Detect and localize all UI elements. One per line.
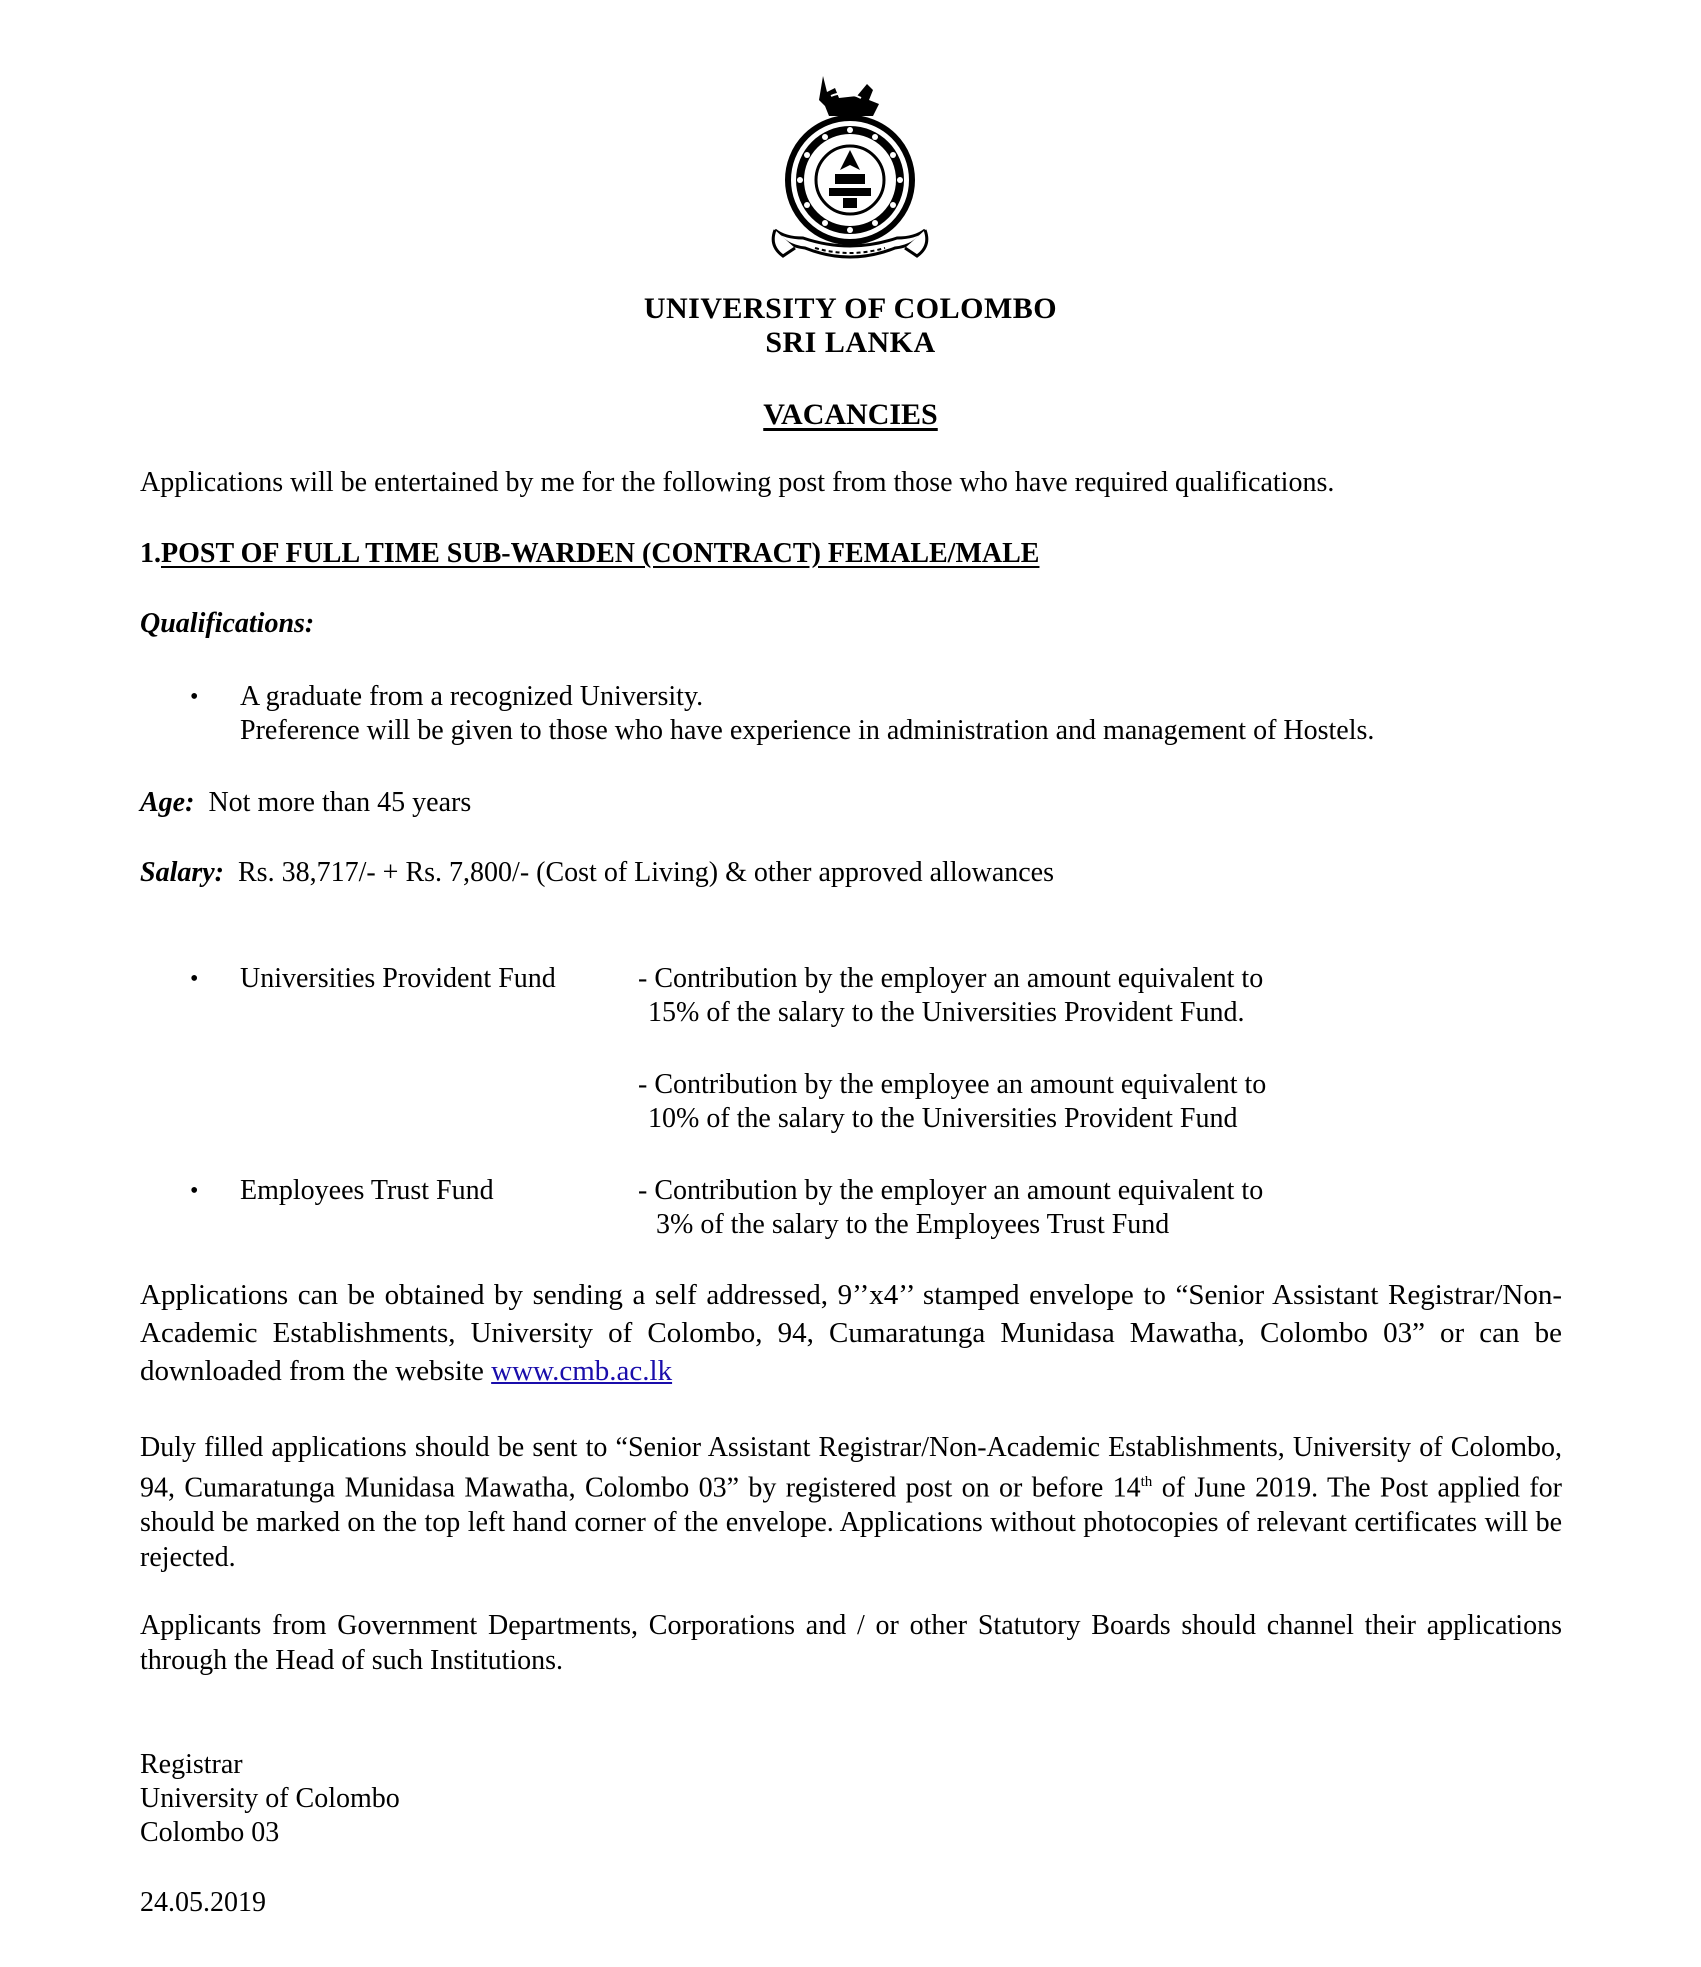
application-request-paragraph [140,1276,1562,1390]
post-number: 1. [140,538,161,569]
salary-row [140,856,1054,890]
qualifications-label: Qualifications: [140,608,315,639]
application-request-text: Applications can be obtained by sending a self addressed, 9’’x4’’ stamped envelope to “Senior Assistant Registrar/Non-Academic Establishments, University of Colombo, 94, Cumaratunga Munidasa Mawatha, Colombo 03” or can be downloaded from the website [140,1279,1562,1387]
etf-employer-line-1: - Contribution by the employer an amount equivalent to [638,1175,1264,1206]
signature-institution: University of Colombo [140,1783,400,1814]
bullet-qualification: • [190,684,199,710]
upf-employer-line-2: 15% of the salary to the Universities Provident Fund. [648,997,1245,1028]
country-name: SRI LANKA [765,326,936,359]
signature-city: Colombo 03 [140,1817,280,1848]
etf-employer-line-2: 3% of the salary to the Employees Trust Fund [656,1209,1170,1240]
upf-name: Universities Provident Fund [240,963,556,994]
bullet-upf: • [190,966,199,992]
post-title: POST OF FULL TIME SUB-WARDEN (CONTRACT) FEMALE/MALE [161,538,1040,569]
bullet-etf: • [190,1178,199,1204]
qualification-line-2: Preference will be given to those who have experience in administration and management of Hostels. [240,715,1375,746]
age-value: Not more than 45 years [208,787,472,818]
salary-value: Rs. 38,717/- + Rs. 7,800/- (Cost of Living) & other approved allowances [238,857,1055,888]
notice-date: 24.05.2019 [140,1887,266,1918]
submission-text-b: of June 2019. The Post applied for should be marked on the top left hand corner of the envelope. Applications without photocopies of relevant certificates will be rejected. [140,1472,1562,1574]
etf-name: Employees Trust Fund [240,1175,494,1206]
qualification-line-1: A graduate from a recognized University. [240,681,704,712]
vacancies-heading: VACANCIES [763,398,938,431]
university-name: UNIVERSITY OF COLOMBO [643,292,1058,325]
university-crest-logo [765,70,935,266]
age-row [140,786,471,820]
signature-title: Registrar [140,1749,243,1780]
upf-employer-line-1: - Contribution by the employer an amount equivalent to [638,963,1264,994]
intro-text: Applications will be entertained by me for the following post from those who have required qualifications. [140,467,1335,498]
page-title [0,398,1701,432]
submission-paragraph [140,1430,1562,1575]
date-suffix: th [1140,1474,1153,1490]
post-heading [140,537,1039,571]
salary-label: Salary: [140,857,224,888]
submission-text-a: Duly filled applications should be sent to “Senior Assistant Registrar/Non-Academic Establishments, University of Colombo, 94, Cumaratunga Munidasa Mawatha, Colombo 03” by registered post on or before 14 [140,1432,1562,1504]
government-applicants-paragraph: Applicants from Government Departments, Corporations and / or other Statutory Boards should channel their applications through the Head of such Institutions. [140,1610,1562,1676]
website-link[interactable]: www.cmb.ac.lk [491,1355,673,1387]
upf-employee-line-1: - Contribution by the employee an amount equivalent to [638,1069,1267,1100]
age-label: Age: [140,787,195,818]
upf-employee-line-2: 10% of the salary to the Universities Provident Fund [648,1103,1238,1134]
